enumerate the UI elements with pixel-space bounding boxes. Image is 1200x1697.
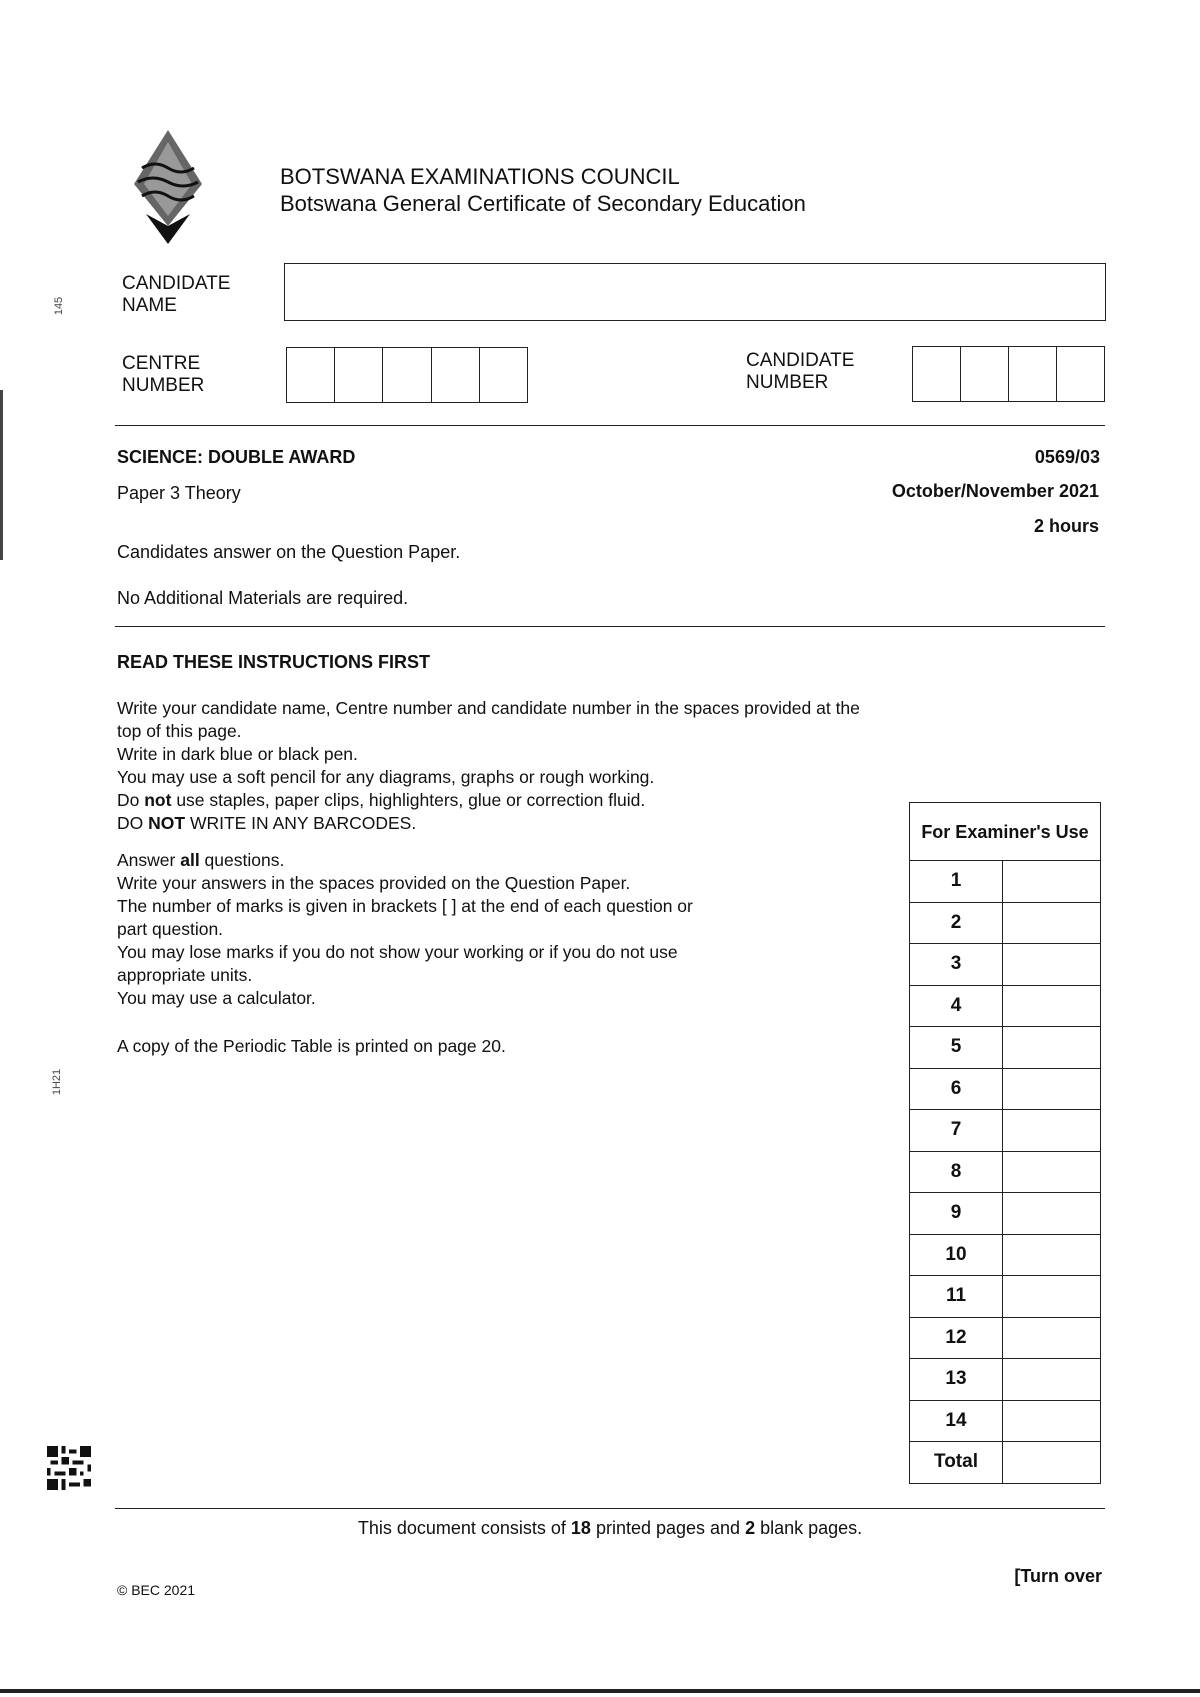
table-row: 1 (910, 861, 1101, 903)
mark-cell (1003, 1110, 1101, 1152)
centre-number-input[interactable] (286, 347, 528, 403)
mark-cell (1003, 944, 1101, 986)
scan-margin-bar (0, 390, 3, 560)
table-row: 14 (910, 1400, 1101, 1442)
candidate-name-label: CANDIDATE NAME (122, 273, 231, 316)
table-row: 10 (910, 1234, 1101, 1276)
candidate-number-cell[interactable] (1057, 347, 1104, 401)
mark-cell (1003, 1193, 1101, 1235)
table-row: 4 (910, 985, 1101, 1027)
candidate-number-cell[interactable] (961, 347, 1009, 401)
centre-number-cell[interactable] (383, 348, 431, 402)
divider (115, 626, 1105, 627)
barcode-icon (46, 1446, 92, 1490)
exam-session: October/November 2021 (891, 481, 1099, 501)
mark-cell (1003, 985, 1101, 1027)
table-row: 5 (910, 1027, 1101, 1069)
council-name: BOTSWANA EXAMINATIONS COUNCIL (280, 164, 680, 189)
centre-number-cell[interactable] (287, 348, 335, 402)
divider (115, 1508, 1105, 1509)
table-row: 8 (910, 1151, 1101, 1193)
table-row: 13 (910, 1359, 1101, 1401)
certificate-name: Botswana General Certificate of Secondary Education (280, 191, 806, 216)
mark-cell (1003, 1359, 1101, 1401)
margin-mark-middle: 1H21 (51, 1068, 64, 1096)
copyright: © BEC 2021 (117, 1582, 196, 1598)
centre-number-cell[interactable] (335, 348, 383, 402)
table-row: 6 (910, 1068, 1101, 1110)
mark-cell (1003, 902, 1101, 944)
bec-logo-icon (128, 128, 208, 244)
paper-code: 0569/03 (1034, 447, 1100, 467)
centre-number-cell[interactable] (480, 348, 527, 402)
table-row: 7 (910, 1110, 1101, 1152)
candidate-number-cell[interactable] (1009, 347, 1057, 401)
page-count-note: This document consists of 18 printed pages and 2 blank pages. (357, 1518, 863, 1538)
candidate-number-input[interactable] (912, 346, 1105, 402)
mark-cell (1003, 1276, 1101, 1318)
header-block (280, 163, 806, 217)
scan-bottom-bar (0, 1689, 1200, 1693)
exam-duration: 2 hours (1033, 516, 1099, 536)
margin-mark-top: 145 (53, 296, 66, 316)
candidate-number-label: CANDIDATE NUMBER (746, 350, 855, 393)
turn-over-note: [Turn over (1014, 1566, 1102, 1586)
answer-note: Candidates answer on the Question Paper. (117, 542, 461, 562)
centre-number-cell[interactable] (432, 348, 480, 402)
divider (115, 425, 1105, 426)
mark-cell (1003, 1234, 1101, 1276)
table-row: 3 (910, 944, 1101, 986)
mark-cell (1003, 1442, 1101, 1484)
table-row: 2 (910, 902, 1101, 944)
mark-cell (1003, 1151, 1101, 1193)
table-row: Total (910, 1442, 1101, 1484)
subject-title: SCIENCE: DOUBLE AWARD (117, 447, 356, 467)
candidate-name-input[interactable] (284, 263, 1106, 321)
candidate-number-cell[interactable] (913, 347, 961, 401)
instructions-block: Write your candidate name, Centre number and candidate number in the spaces provided at the top of this page. Write in dark blue or black pen. You may use a soft pencil for any diagrams, graphs or rough working. Do not use staples, paper clips, highlighters, glue or correction fluid. DO NOT WRITE IN ANY BARCODES. Answer all questions. Write your answers in the spaces provided on the Question Paper. The number of marks is given in brackets [ ] at the end of each question or part question. You may lose marks if you do not show your working or if you do not use appropriate units. You may use a calculator. A copy of the Periodic Table is printed on page 20. (117, 698, 860, 1056)
examiner-table (909, 802, 1101, 1484)
mark-cell (1003, 1068, 1101, 1110)
mark-cell (1003, 861, 1101, 903)
examiner-table-heading: For Examiner's Use (910, 803, 1101, 861)
materials-note: No Additional Materials are required. (117, 588, 409, 608)
table-row: 9 (910, 1193, 1101, 1235)
table-row: 11 (910, 1276, 1101, 1318)
mark-cell (1003, 1027, 1101, 1069)
paper-title: Paper 3 Theory (117, 483, 241, 503)
centre-number-label: CENTRE NUMBER (122, 353, 205, 396)
mark-cell (1003, 1317, 1101, 1359)
table-row: 12 (910, 1317, 1101, 1359)
mark-cell (1003, 1400, 1101, 1442)
instructions-heading: READ THESE INSTRUCTIONS FIRST (117, 652, 431, 672)
